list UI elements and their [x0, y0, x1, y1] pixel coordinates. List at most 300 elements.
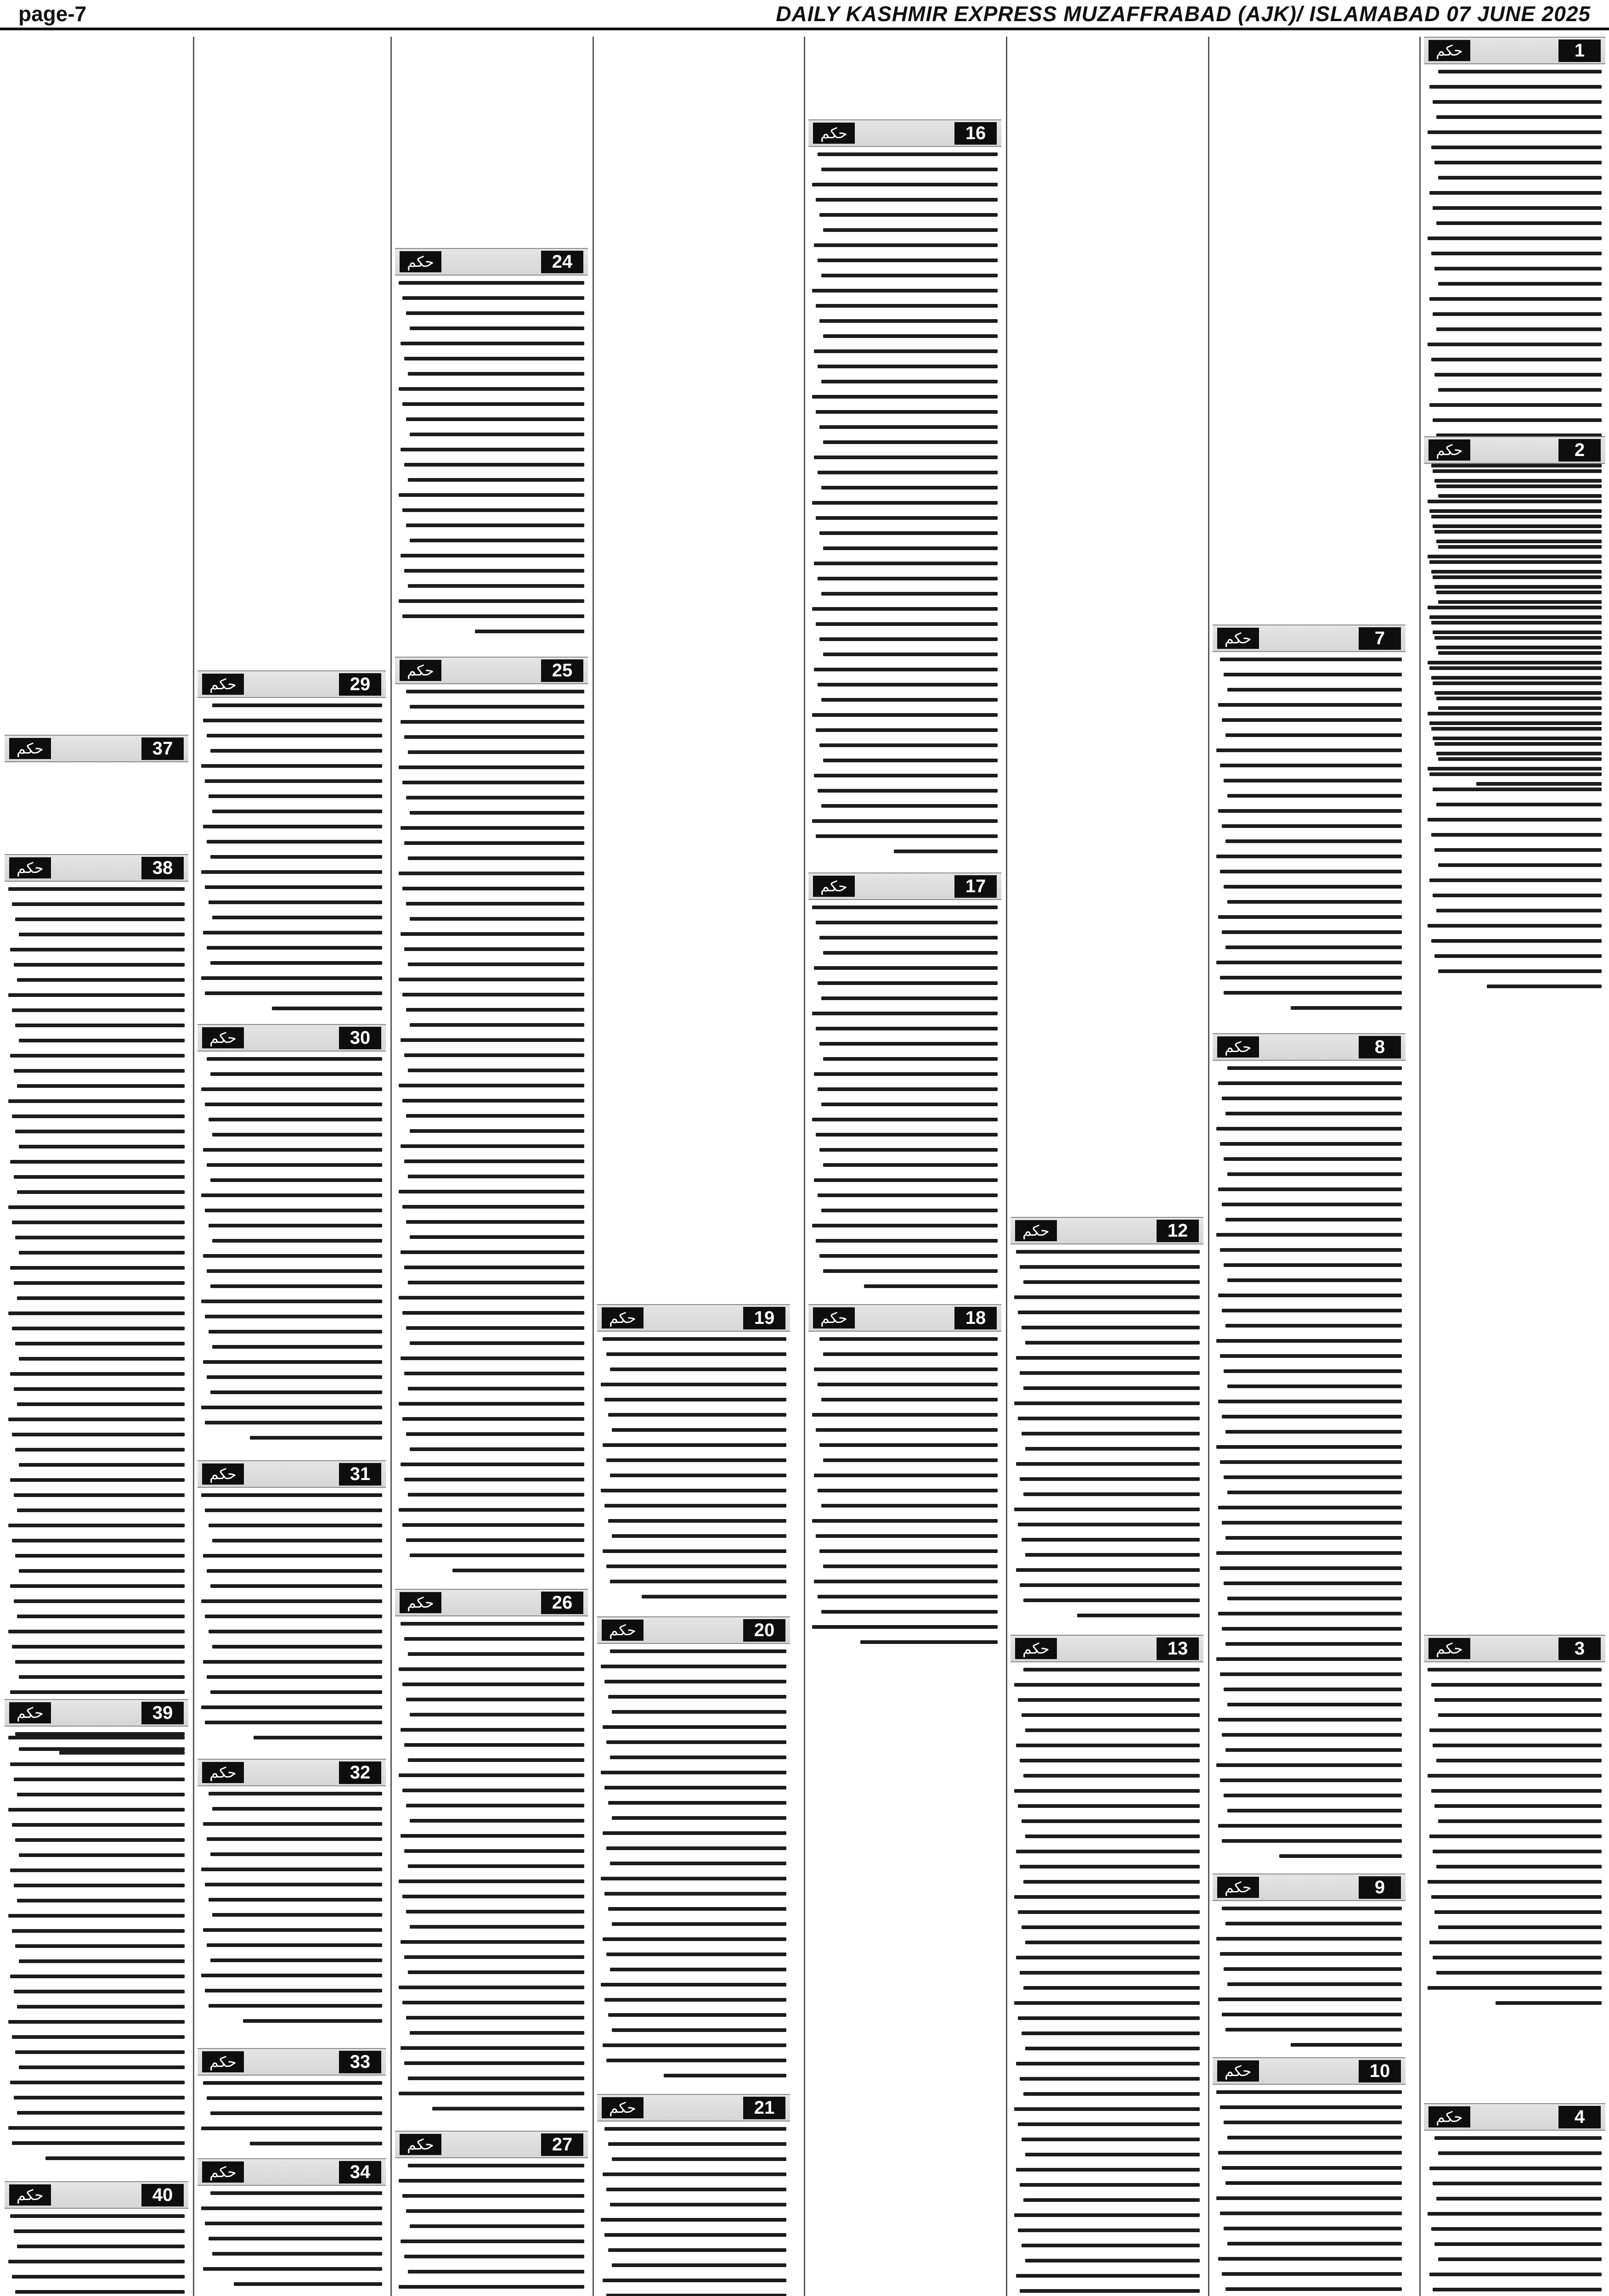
text-line — [818, 259, 998, 262]
text-line — [1428, 1986, 1602, 1990]
text-line — [823, 440, 998, 444]
text-line — [15, 1448, 185, 1452]
text-line — [201, 976, 382, 980]
text-line — [1227, 1384, 1402, 1388]
text-line — [1436, 591, 1602, 594]
text-line — [1431, 252, 1602, 255]
text-line — [1018, 1417, 1200, 1420]
text-line — [1433, 575, 1602, 579]
text-line — [12, 1645, 185, 1649]
text-line — [201, 1406, 382, 1409]
text-line — [1225, 1324, 1402, 1328]
text-line — [404, 1637, 584, 1641]
notice-number: 31 — [339, 1463, 381, 1486]
text-line — [1224, 1263, 1402, 1267]
text-line — [818, 1193, 998, 1197]
section-mark-icon: حکم — [400, 660, 441, 681]
notice-block — [5, 854, 188, 1773]
text-line — [821, 168, 998, 171]
text-line — [1433, 788, 1602, 791]
text-line — [406, 1326, 584, 1330]
text-line — [8, 887, 185, 891]
text-line — [1016, 2062, 1200, 2065]
notice-text — [201, 1493, 382, 1755]
text-line — [1218, 1998, 1402, 2001]
notice-text — [399, 690, 584, 1590]
section-mark-icon: حکم — [1428, 1638, 1470, 1659]
text-line — [610, 1580, 786, 1583]
text-line — [1224, 779, 1402, 782]
text-line — [1222, 824, 1402, 828]
text-line — [1224, 1475, 1402, 1479]
text-line — [8, 2020, 185, 2024]
text-line — [207, 1569, 382, 1573]
text-line — [1018, 2122, 1200, 2126]
text-line — [1227, 900, 1402, 904]
section-mark-icon: حکم — [400, 1592, 441, 1613]
text-line — [402, 296, 584, 300]
text-line — [401, 448, 584, 451]
text-line — [254, 1736, 382, 1739]
notice-block — [1213, 625, 1406, 1038]
text-line — [601, 1383, 786, 1386]
text-line — [410, 1235, 584, 1239]
text-line — [205, 885, 382, 889]
notice-header — [808, 872, 1001, 900]
notice-block — [1424, 436, 1605, 1010]
text-line — [814, 349, 998, 353]
text-line — [408, 1493, 584, 1497]
text-line — [210, 1690, 382, 1694]
text-line — [8, 1808, 185, 1812]
text-line — [1014, 2213, 1200, 2217]
text-line — [234, 2282, 382, 2286]
text-line — [823, 951, 998, 955]
notice-text — [1014, 1250, 1200, 1636]
text-line — [14, 1281, 185, 1285]
text-line — [401, 1144, 584, 1148]
text-line — [1018, 1523, 1200, 1526]
text-line — [203, 2267, 382, 2271]
notice-text — [812, 1337, 998, 1659]
text-line — [1227, 2136, 1402, 2139]
text-line — [209, 1224, 382, 1227]
text-line — [212, 1239, 382, 1243]
column-rule — [804, 37, 805, 2296]
text-line — [402, 402, 584, 406]
text-line — [203, 1822, 382, 1826]
text-line — [399, 599, 584, 603]
text-line — [1429, 85, 1602, 89]
text-line — [399, 2092, 584, 2095]
text-line — [823, 1564, 998, 1568]
text-line — [1224, 991, 1402, 995]
text-line — [819, 936, 998, 940]
text-line — [15, 917, 185, 921]
notice-header — [1424, 436, 1605, 464]
text-line — [406, 1220, 584, 1224]
text-line — [15, 1130, 185, 1133]
text-line — [1220, 658, 1402, 661]
notice-text — [1428, 469, 1602, 1007]
text-line — [14, 2229, 185, 2233]
text-line — [1020, 1759, 1200, 1762]
text-line — [1218, 1506, 1402, 1509]
text-line — [399, 765, 584, 769]
text-line — [1434, 742, 1602, 746]
text-line — [203, 1928, 382, 1932]
text-line — [819, 1549, 998, 1553]
notice-number: 9 — [1359, 1876, 1401, 1899]
text-line — [1431, 2227, 1602, 2231]
text-line — [1216, 2196, 1402, 2200]
text-line — [1220, 1460, 1402, 1464]
text-line — [12, 1823, 185, 1827]
text-line — [406, 311, 584, 315]
text-line — [205, 1209, 382, 1212]
text-line — [1436, 484, 1602, 488]
text-line — [1224, 885, 1402, 889]
text-line — [399, 1296, 584, 1300]
text-line — [1434, 267, 1602, 270]
text-line — [402, 1099, 584, 1103]
text-line — [14, 1387, 185, 1391]
text-line — [1227, 1491, 1402, 1494]
text-line — [1438, 282, 1602, 286]
text-line — [205, 2222, 382, 2225]
text-line — [1431, 621, 1602, 625]
notice-text — [8, 1732, 185, 2182]
notice-header — [1213, 625, 1406, 652]
notice-number: 25 — [541, 659, 583, 682]
text-line — [1016, 1956, 1200, 1959]
text-line — [1216, 1339, 1402, 1343]
notice-block — [395, 248, 588, 661]
text-line — [1014, 1683, 1200, 1687]
notice-block — [198, 1460, 386, 1759]
notice-header — [5, 854, 188, 882]
notice-block — [1213, 1033, 1406, 1883]
section-mark-icon: حکم — [1217, 1877, 1259, 1898]
text-line — [15, 1342, 185, 1345]
text-line — [612, 1534, 786, 1538]
text-line — [207, 1943, 382, 1947]
text-line — [1014, 1789, 1200, 1793]
text-line — [210, 2191, 382, 2195]
text-line — [603, 1337, 786, 1341]
notice-text — [201, 2081, 382, 2164]
text-line — [610, 2203, 786, 2206]
text-line — [404, 1266, 584, 1269]
text-line — [1023, 1986, 1200, 1990]
text-line — [823, 1458, 998, 1462]
text-line — [408, 1175, 584, 1178]
text-line — [819, 637, 998, 641]
text-line — [642, 1595, 786, 1598]
text-line — [1218, 1187, 1402, 1191]
text-line — [1291, 2043, 1402, 2047]
text-line — [1433, 1956, 1602, 1959]
text-line — [610, 1474, 786, 1477]
text-line — [1433, 206, 1602, 210]
text-line — [1016, 2274, 1200, 2278]
text-line — [10, 1266, 185, 1270]
text-line — [816, 622, 998, 626]
text-line — [1225, 839, 1402, 843]
text-line — [406, 2209, 584, 2213]
text-line — [606, 2294, 786, 2296]
text-line — [17, 1508, 185, 1512]
text-line — [207, 946, 382, 950]
text-line — [608, 2013, 786, 2017]
text-line — [402, 1523, 584, 1527]
text-line — [1431, 515, 1602, 518]
text-line — [816, 921, 998, 924]
text-line — [1222, 1097, 1402, 1100]
text-line — [19, 1145, 185, 1148]
text-line — [603, 2172, 786, 2176]
text-line — [1434, 1698, 1602, 1702]
text-line — [1225, 2181, 1402, 2185]
text-line — [1216, 961, 1402, 964]
text-line — [1216, 1551, 1402, 1555]
text-line — [818, 365, 998, 368]
text-line — [1227, 688, 1402, 692]
text-line — [812, 1413, 998, 1417]
text-line — [1224, 2227, 1402, 2230]
text-line — [1022, 1538, 1200, 1542]
text-line — [1220, 2212, 1402, 2215]
text-line — [17, 1615, 185, 1618]
text-line — [816, 1534, 998, 1538]
text-line — [1224, 1157, 1402, 1161]
text-line — [1434, 848, 1602, 852]
text-line — [14, 1778, 185, 1781]
text-line — [823, 1057, 998, 1061]
text-line — [243, 2019, 382, 2023]
text-line — [1220, 1354, 1402, 1358]
text-line — [818, 1595, 998, 1598]
text-line — [209, 1898, 382, 1902]
text-line — [10, 2214, 185, 2218]
text-line — [604, 1786, 786, 1790]
text-line — [10, 1868, 185, 1872]
text-line — [17, 2005, 185, 2009]
text-line — [399, 1190, 584, 1193]
text-line — [401, 720, 584, 724]
text-line — [1222, 718, 1402, 722]
notice-text — [1014, 1668, 1200, 2296]
text-line — [816, 728, 998, 732]
text-line — [1218, 2257, 1402, 2261]
notice-text — [399, 1622, 584, 2136]
text-line — [17, 1190, 185, 1194]
text-line — [452, 1569, 584, 1572]
text-line — [1018, 1311, 1200, 1314]
text-line — [1224, 1688, 1402, 1691]
text-line — [1433, 100, 1602, 104]
text-line — [207, 1375, 382, 1379]
text-line — [207, 2096, 382, 2100]
text-line — [814, 668, 998, 671]
text-line — [818, 981, 998, 985]
text-line — [1428, 2212, 1602, 2216]
text-line — [894, 850, 998, 853]
text-line — [1218, 1824, 1402, 1828]
text-line — [821, 1610, 998, 1614]
text-line — [14, 1493, 185, 1497]
text-line — [1433, 2182, 1602, 2185]
text-line — [819, 1337, 998, 1341]
notice-header — [198, 1460, 386, 1488]
text-line — [205, 1883, 382, 1886]
text-line — [19, 1853, 185, 1857]
text-line — [402, 508, 584, 512]
notice-header — [1213, 1033, 1406, 1061]
text-line — [814, 1367, 998, 1371]
text-line — [816, 1133, 998, 1137]
text-line — [1428, 343, 1602, 346]
text-line — [608, 1695, 786, 1699]
text-line — [210, 1958, 382, 1962]
text-line — [1222, 1627, 1402, 1631]
text-line — [601, 1489, 786, 1492]
text-line — [1487, 985, 1602, 988]
text-line — [410, 326, 584, 330]
text-line — [408, 2077, 584, 2080]
text-line — [210, 1584, 382, 1588]
text-line — [812, 501, 998, 505]
text-line — [1224, 1794, 1402, 1797]
text-line — [1018, 1804, 1200, 1808]
text-line — [410, 1819, 584, 1823]
notice-number: 7 — [1359, 627, 1401, 650]
text-line — [610, 1367, 786, 1371]
text-line — [17, 2245, 185, 2248]
text-line — [1018, 1910, 1200, 1914]
text-line — [1016, 1850, 1200, 1853]
text-line — [399, 1508, 584, 1512]
text-line — [410, 1925, 584, 1929]
text-line — [8, 2260, 185, 2263]
text-line — [408, 1864, 584, 1868]
notice-block — [198, 1024, 386, 1465]
text-line — [203, 1148, 382, 1152]
text-line — [212, 1345, 382, 1349]
text-line — [207, 1675, 382, 1679]
text-line — [1431, 358, 1602, 361]
text-line — [1225, 1218, 1402, 1221]
text-line — [603, 1443, 786, 1447]
notice-number: 33 — [339, 2051, 381, 2073]
text-line — [201, 1868, 382, 1871]
text-line — [814, 1474, 998, 1477]
notice-header — [5, 2181, 188, 2209]
text-line — [1227, 1597, 1402, 1600]
text-line — [1022, 2138, 1200, 2141]
text-line — [612, 2157, 786, 2161]
text-line — [1022, 2244, 1200, 2247]
text-line — [1438, 176, 1602, 180]
text-line — [1429, 1728, 1602, 1732]
text-line — [408, 1387, 584, 1390]
text-line — [10, 1160, 185, 1164]
text-line — [818, 152, 998, 156]
text-line — [814, 456, 998, 459]
text-line — [12, 1221, 185, 1224]
text-line — [1438, 1925, 1602, 1929]
text-line — [821, 380, 998, 383]
notice-number: 16 — [954, 122, 997, 145]
text-line — [604, 2127, 786, 2131]
text-line — [410, 2031, 584, 2035]
text-line — [201, 1193, 382, 1197]
text-line — [12, 1114, 185, 1118]
text-line — [19, 1675, 185, 1679]
text-line — [1023, 1668, 1200, 1671]
text-line — [404, 1053, 584, 1057]
text-line — [823, 1352, 998, 1356]
text-line — [818, 577, 998, 580]
text-line — [606, 1458, 786, 1462]
text-line — [1431, 1895, 1602, 1899]
text-line — [1225, 1430, 1402, 1434]
text-line — [17, 1793, 185, 1796]
section-mark-icon: حکم — [602, 2097, 644, 2118]
text-line — [1438, 2257, 1602, 2261]
text-line — [406, 1698, 584, 1701]
text-line — [823, 228, 998, 232]
text-line — [821, 1103, 998, 1106]
text-line — [1436, 909, 1602, 912]
text-line — [15, 1838, 185, 1842]
text-line — [816, 410, 998, 414]
text-line — [203, 825, 382, 828]
text-line — [1436, 2197, 1602, 2200]
section-mark-icon: حکم — [400, 2134, 441, 2155]
notice-header — [597, 1304, 790, 1332]
text-line — [1438, 388, 1602, 392]
text-line — [1224, 1967, 1402, 1971]
text-line — [821, 1209, 998, 1212]
notice-number: 27 — [541, 2133, 583, 2156]
text-line — [812, 1118, 998, 1121]
text-line — [821, 1504, 998, 1508]
text-line — [8, 1099, 185, 1103]
text-line — [408, 1281, 584, 1284]
text-line — [1022, 1925, 1200, 1929]
text-line — [406, 1114, 584, 1118]
text-line — [604, 1998, 786, 2002]
text-line — [603, 1549, 786, 1553]
text-line — [8, 993, 185, 997]
column-rule — [390, 37, 392, 2296]
text-line — [205, 1989, 382, 1992]
text-line — [408, 2164, 584, 2167]
text-line — [15, 1024, 185, 1027]
text-line — [1216, 1233, 1402, 1237]
text-line — [1014, 1895, 1200, 1899]
text-line — [1218, 809, 1402, 813]
notice-text — [1428, 1668, 1602, 2026]
text-line — [399, 387, 584, 391]
notice-text — [601, 1337, 786, 1622]
text-line — [606, 1564, 786, 1568]
text-line — [814, 243, 998, 247]
text-line — [8, 1311, 185, 1315]
text-line — [1016, 1356, 1200, 1360]
text-line — [1438, 863, 1602, 867]
